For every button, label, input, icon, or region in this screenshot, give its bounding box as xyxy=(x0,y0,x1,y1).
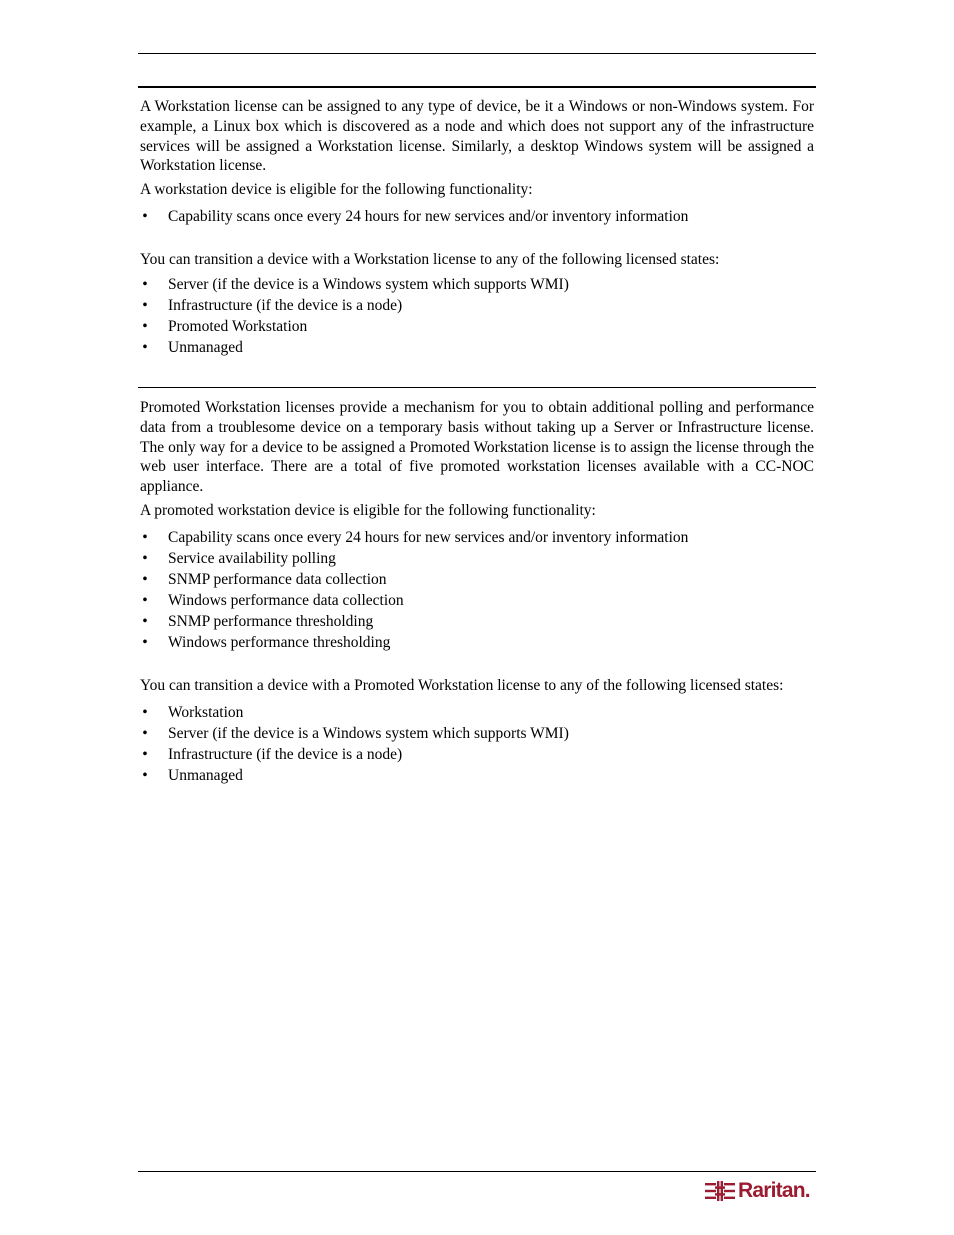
bullet-icon: • xyxy=(142,612,148,630)
promoted-transition-text: You can transition a device with a Promoted Workstation license to any of the following licensed states: xyxy=(140,676,784,694)
workstation-section xyxy=(140,97,814,358)
list-item: • Unmanaged xyxy=(140,765,814,786)
list-item: • SNMP performance data collection xyxy=(140,569,814,590)
promoted-functionality-list xyxy=(140,527,814,653)
list-item: • SNMP performance thresholding xyxy=(140,611,814,632)
bullet-icon: • xyxy=(142,703,148,721)
list-item: • Windows performance thresholding xyxy=(140,632,814,653)
workstation-states-list xyxy=(140,274,814,358)
list-item: • Server (if the device is a Windows system which supports WMI) xyxy=(140,723,814,744)
bullet-icon: • xyxy=(142,207,148,225)
bullet-icon: • xyxy=(142,766,148,784)
promoted-eligible-text: A promoted workstation device is eligible for the following functionality: xyxy=(140,501,596,519)
bullet-icon: • xyxy=(142,275,148,293)
list-item: • Infrastructure (if the device is a node) xyxy=(140,744,814,765)
bullet-icon: • xyxy=(142,317,148,335)
bullet-icon: • xyxy=(142,633,148,651)
raritan-logo xyxy=(705,1178,810,1204)
list-item: • Promoted Workstation xyxy=(140,316,814,337)
bullet-icon: • xyxy=(142,549,148,567)
list-item: • Capability scans once every 24 hours for new services and/or inventory information xyxy=(140,527,814,548)
list-item: • Infrastructure (if the device is a node) xyxy=(140,295,814,316)
promoted-section xyxy=(140,398,814,786)
workstation-transition-text: You can transition a device with a Workstation license to any of the following licensed states: xyxy=(140,250,720,268)
bullet-icon: • xyxy=(142,296,148,314)
bullet-icon: • xyxy=(142,745,148,763)
promoted-states-list xyxy=(140,702,814,786)
section-rule-promoted xyxy=(138,387,816,388)
raritan-logo-text: Raritan. xyxy=(738,1179,810,1202)
promoted-intro: Promoted Workstation licenses provide a mechanism for you to obtain additional polling and performance data from a troublesome device on a temporary basis without taking up a Server or Infrastructure license. The only way for a device to be assigned a Promoted Workstation license is to assign the license through the web user interface. There are a total of five promoted workstation licenses available with a CC-NOC appliance. xyxy=(140,399,814,496)
workstation-intro: A Workstation license can be assigned to any type of device, be it a Windows or non-Windows system. For example, a Linux box which is discovered as a node and which does not support any of the infrastructure services will be assigned a Workstation license. Similarly, a desktop Windows system will be assigned a Workstation license. xyxy=(140,98,814,175)
workstation-functionality-list xyxy=(140,206,814,227)
bullet-icon: • xyxy=(142,591,148,609)
raritan-emblem-icon xyxy=(705,1180,735,1202)
header-rule xyxy=(138,53,816,54)
bullet-icon: • xyxy=(142,570,148,588)
section-rule-workstation xyxy=(138,86,816,88)
bullet-icon: • xyxy=(142,724,148,742)
bullet-icon: • xyxy=(142,338,148,356)
footer-rule xyxy=(138,1171,816,1172)
list-item: • Capability scans once every 24 hours for new services and/or inventory information xyxy=(140,206,814,227)
bullet-icon: • xyxy=(142,528,148,546)
list-item: • Workstation xyxy=(140,702,814,723)
list-item: • Unmanaged xyxy=(140,337,814,358)
workstation-eligible-text: A workstation device is eligible for the following functionality: xyxy=(140,181,533,199)
list-item: • Service availability polling xyxy=(140,548,814,569)
list-item: • Windows performance data collection xyxy=(140,590,814,611)
list-item: • Server (if the device is a Windows system which supports WMI) xyxy=(140,274,814,295)
